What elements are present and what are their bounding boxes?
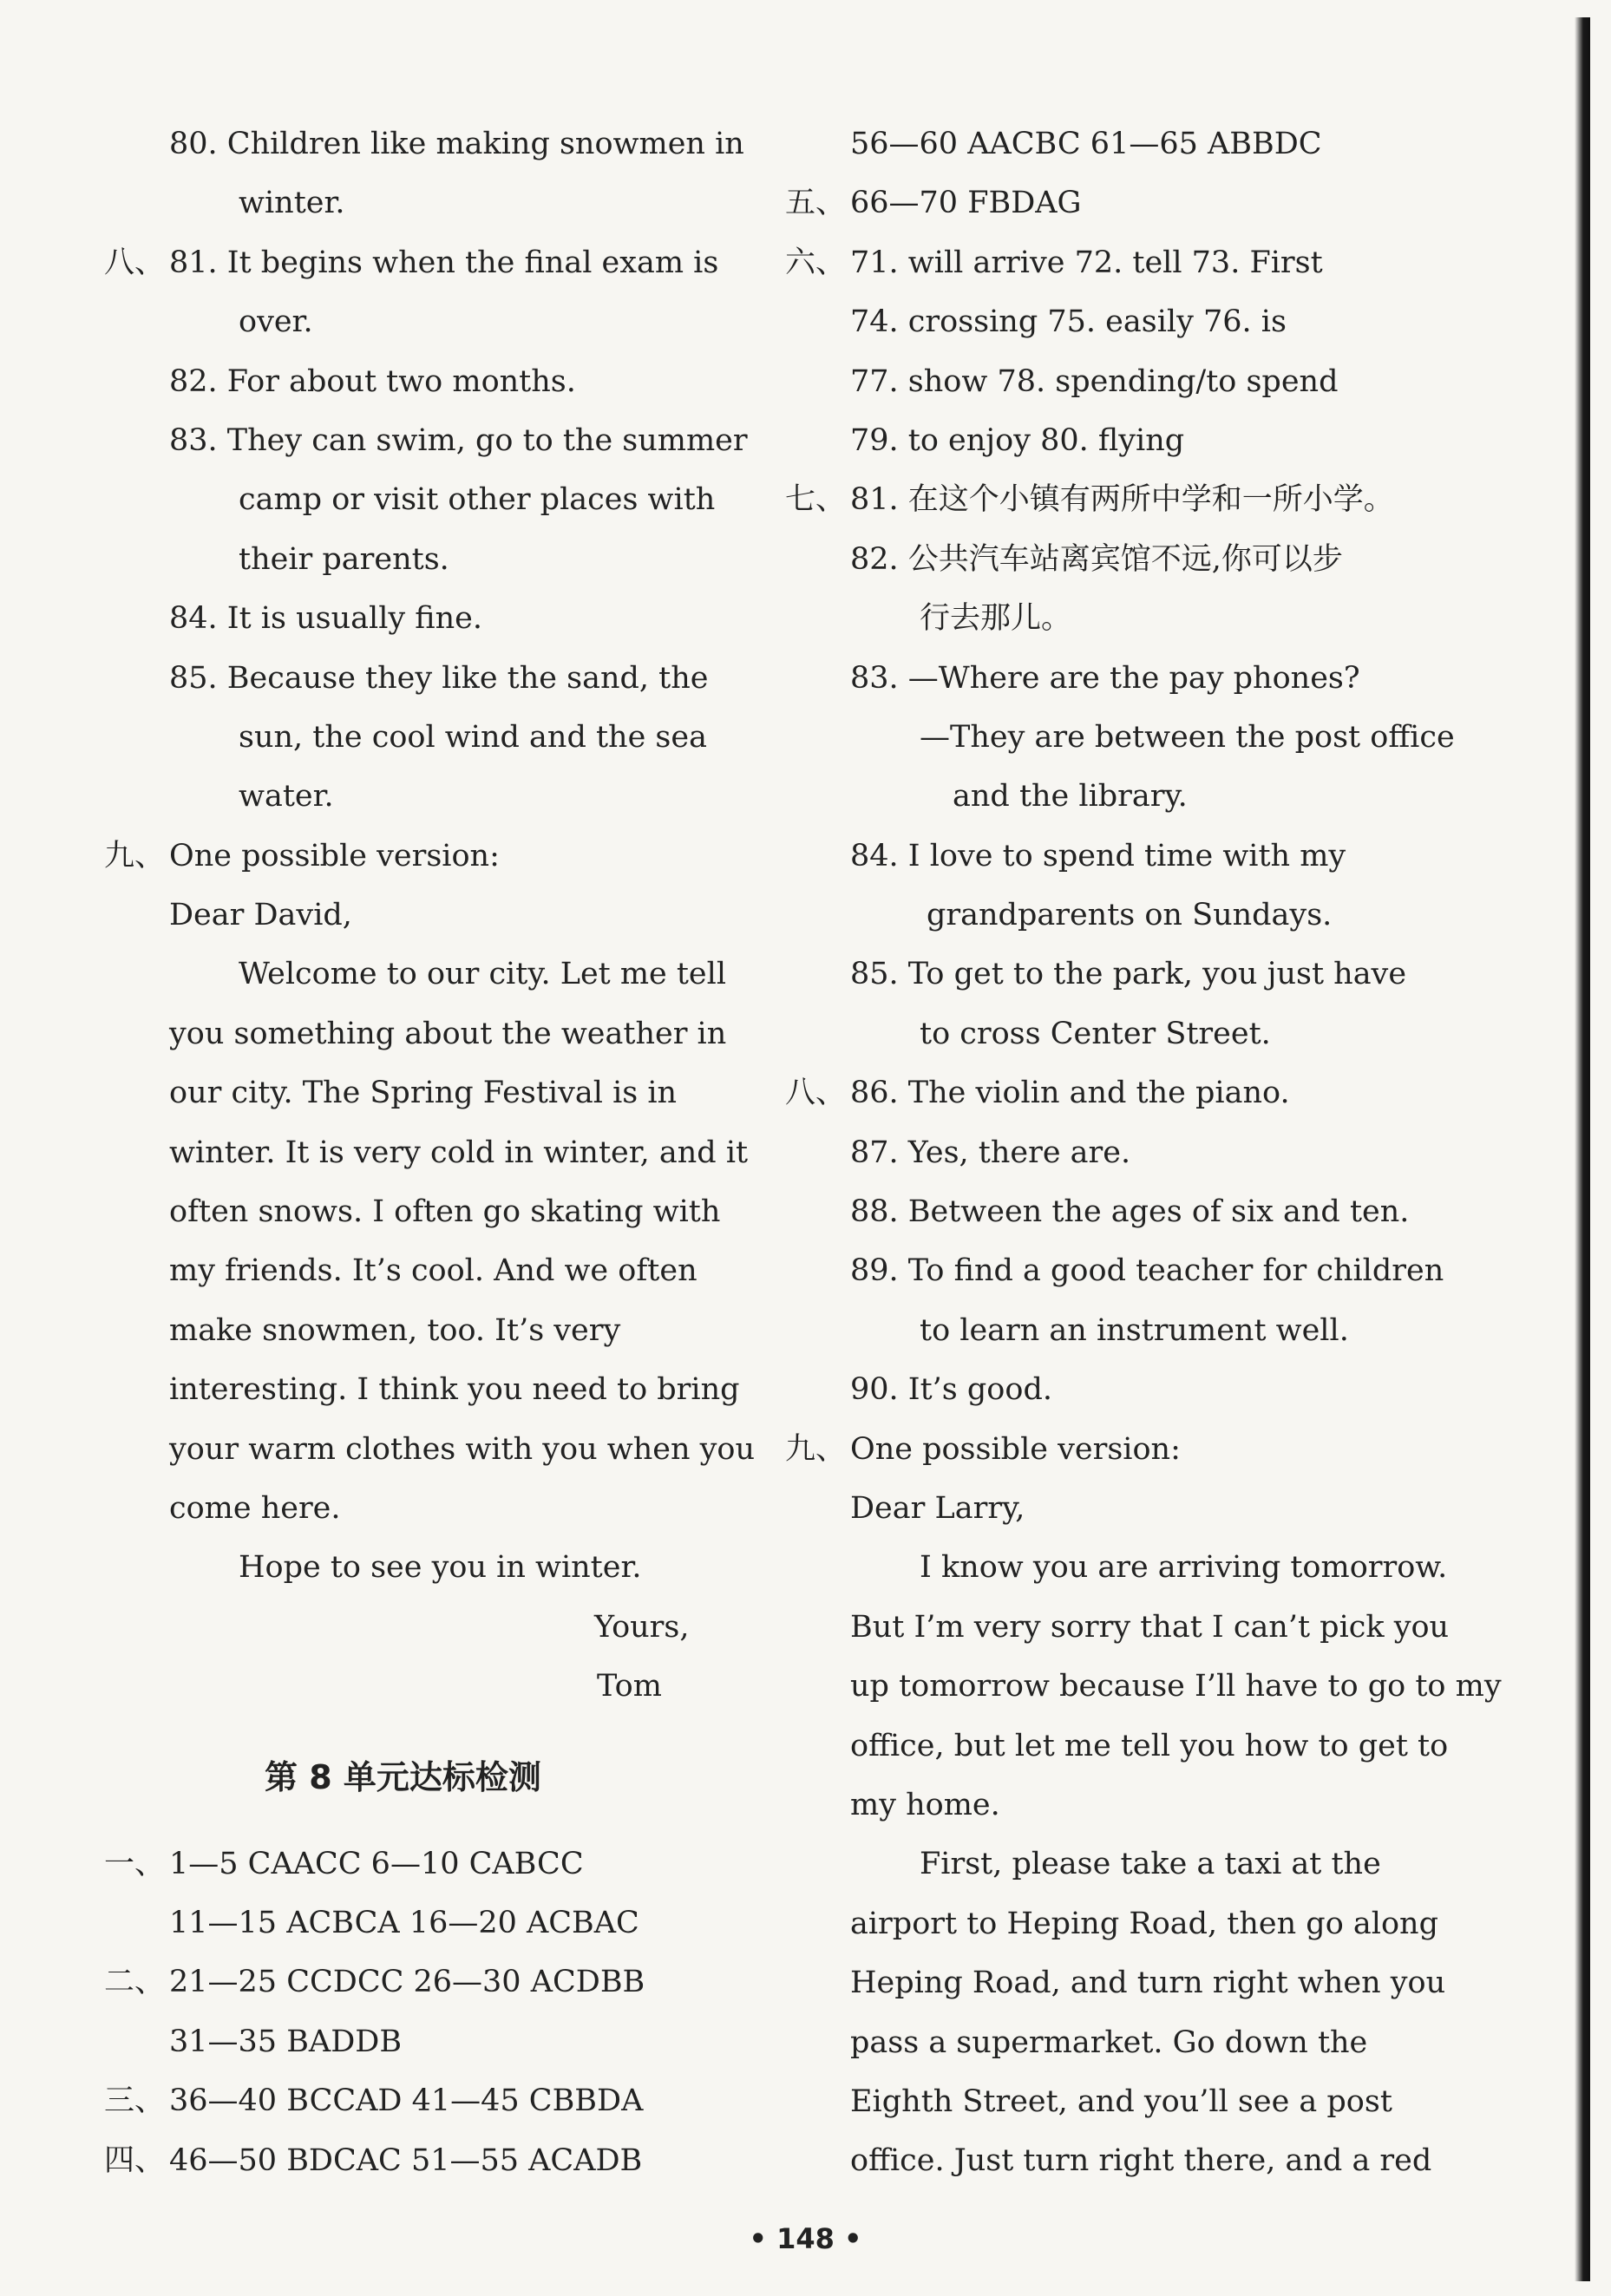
page-edge-shadow [1575, 17, 1590, 2281]
section-marker: 二、 [104, 1965, 166, 2000]
answer-line [785, 233, 1431, 292]
right-column [785, 114, 1502, 2191]
section-marker: 八、 [104, 245, 166, 280]
letter-greeting: Dear Larry, [850, 1490, 1025, 1526]
letter-line: you something about the weather in [169, 1016, 727, 1051]
answer-line [104, 1835, 737, 1894]
letter-signature: Tom [597, 1669, 662, 1704]
text-line [104, 827, 737, 886]
answer-line: 行去那儿。 [920, 601, 1072, 637]
answer-line [104, 1953, 737, 2011]
answer-line: 85. To get to the park, you just have [850, 957, 1407, 992]
section-marker: 六、 [785, 245, 847, 280]
answer-line [104, 2071, 737, 2130]
text-line: winter. [239, 186, 345, 221]
letter-line: Eighth Street, and you’ll see a post [850, 2083, 1392, 2119]
answer-line [785, 1063, 1431, 1122]
answer-text: 1—5 CAACC 6—10 CABCC [169, 1846, 584, 1881]
section-marker: 九、 [104, 838, 166, 873]
letter-line: make snowmen, too. It’s very [169, 1312, 621, 1348]
letter-line: But I’m very sorry that I can’t pick you [850, 1609, 1450, 1645]
text-line: water. [239, 779, 334, 814]
text-line: sun, the cool wind and the sea [239, 719, 707, 755]
answer-line: 31—35 BADDB [169, 2024, 403, 2059]
letter-line: interesting. I think you need to bring [169, 1372, 740, 1408]
answer-line: 83. —Where are the pay phones? [850, 660, 1360, 696]
answer-text: 36—40 BCCAD 41—45 CBBDA [169, 2083, 644, 2119]
answer-line: to learn an instrument well. [920, 1312, 1349, 1348]
text-line: 80. Children like making snowmen in [169, 127, 744, 161]
answer-text: 66—70 FBDAG [850, 186, 1082, 221]
letter-line: pass a supermarket. Go down the [850, 2025, 1368, 2060]
answer-text: 71. will arrive 72. tell 73. First [850, 245, 1323, 280]
answer-line [785, 173, 1431, 232]
text-line: their parents. [239, 541, 449, 577]
letter-line: our city. The Spring Festival is in [169, 1076, 678, 1111]
letter-line: my home. [850, 1787, 1000, 1822]
letter-line: up tomorrow because I’ll have to go to my [850, 1669, 1502, 1704]
answer-line: 89. To find a good teacher for children [850, 1253, 1444, 1289]
letter-line: your warm clothes with you when you [169, 1431, 756, 1467]
section-marker: 八、 [785, 1076, 847, 1111]
section-marker: 一、 [104, 1846, 166, 1881]
answer-line: 84. I love to spend time with my [850, 838, 1346, 873]
answer-line: —They are between the post office [920, 719, 1455, 755]
answer-text: 21—25 CCDCC 26—30 ACDBB [169, 1965, 645, 2000]
letter-line: Hope to see you in winter. [239, 1550, 642, 1586]
answer-text: 86. The violin and the piano. [850, 1076, 1290, 1111]
section-marker: 七、 [785, 482, 847, 518]
text-line: 83. They can swim, go to the summer [169, 422, 748, 458]
text-line [104, 233, 737, 292]
answer-text: 81. 在这个小镇有两所中学和一所小学。 [850, 482, 1394, 518]
answer-line: 11—15 ACBCA 16—20 ACBAC [169, 1905, 639, 1940]
section-marker: 四、 [104, 2142, 166, 2178]
letter-line: Heping Road, and turn right when you [850, 1966, 1446, 2001]
answer-line: to cross Center Street. [920, 1016, 1271, 1051]
text-line: 85. Because they like the sand, the [169, 660, 709, 696]
left-column [104, 114, 756, 2190]
answer-text: 81. It begins when the final exam is [169, 245, 719, 280]
answer-line [785, 470, 1431, 529]
text-line: over. [239, 304, 313, 340]
answer-line: 88. Between the ages of six and ten. [850, 1194, 1410, 1230]
answer-line: 77. show 78. spending/to spend [850, 363, 1339, 399]
section-marker: 三、 [104, 2083, 166, 2119]
answer-text: One possible version: [169, 838, 500, 873]
letter-line: my friends. It’s cool. And we often [169, 1253, 697, 1289]
letter-line: First, please take a taxi at the [920, 1847, 1381, 1882]
text-line: 84. It is usually fine. [169, 601, 483, 637]
letter-greeting: Dear David, [169, 898, 352, 933]
answer-line: 82. 公共汽车站离宾馆不远,你可以步 [850, 541, 1343, 577]
answer-line: 74. crossing 75. easily 76. is [850, 304, 1287, 340]
letter-closing: Yours, [594, 1609, 690, 1645]
answer-line: 79. to enjoy 80. flying [850, 422, 1185, 458]
letter-line: I know you are arriving tomorrow. [920, 1550, 1448, 1586]
answer-line [104, 2131, 737, 2190]
answer-line: 87. Yes, there are. [850, 1135, 1131, 1170]
letter-line: office, but let me tell you how to get to [850, 1728, 1449, 1763]
answer-line: 90. It’s good. [850, 1372, 1052, 1408]
unit-heading: 第 8 单元达标检测 [265, 1757, 541, 1796]
page-number: • 148 • [749, 2222, 862, 2255]
letter-line: often snows. I often go skating with [169, 1194, 721, 1230]
answer-line: grandparents on Sundays. [927, 898, 1333, 933]
section-marker: 九、 [785, 1431, 847, 1467]
letter-line: winter. It is very cold in winter, and it [169, 1135, 749, 1170]
answer-line: 56—60 AACBC 61—65 ABBDC [850, 127, 1322, 161]
section-marker: 五、 [785, 186, 847, 221]
answer-text: 46—50 BDCAC 51—55 ACADB [169, 2142, 643, 2178]
text-line: camp or visit other places with [239, 482, 716, 518]
letter-line: office. Just turn right there, and a red [850, 2143, 1432, 2179]
answer-text: One possible version: [850, 1431, 1181, 1467]
letter-line: Welcome to our city. Let me tell [239, 957, 727, 992]
answer-line: and the library. [953, 779, 1188, 814]
text-line: 82. For about two months. [169, 363, 576, 399]
answer-line [785, 1420, 1431, 1479]
letter-line: airport to Heping Road, then go along [850, 1906, 1438, 1941]
letter-line: come here. [169, 1490, 341, 1526]
